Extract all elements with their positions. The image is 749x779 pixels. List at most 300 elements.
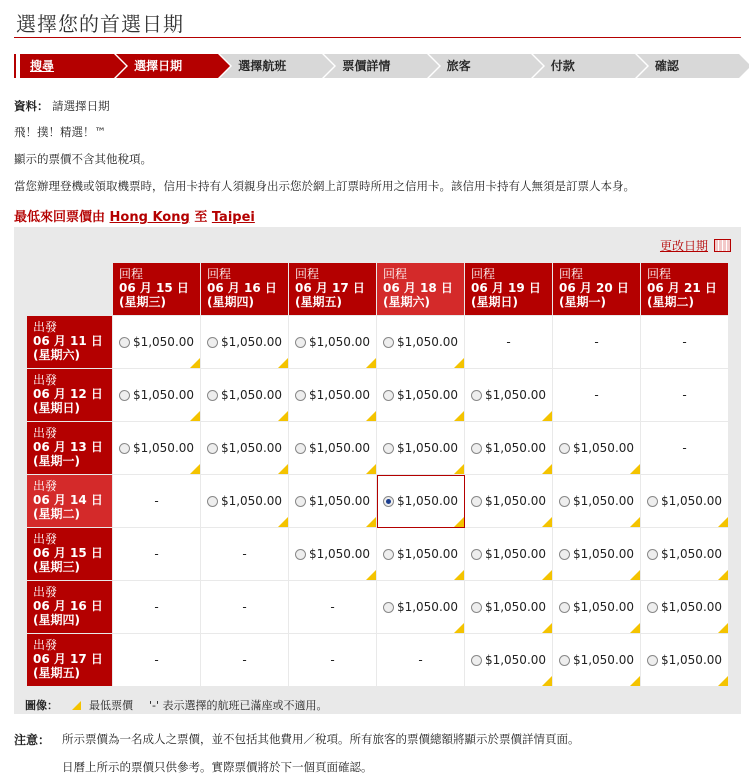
lowest-fare-marker-icon [630, 623, 640, 633]
step-label: 選擇航班 [238, 59, 287, 73]
fare-price: $1,050.00 [308, 441, 371, 455]
unavailable-dash: - [594, 388, 599, 402]
fare-price: $1,050.00 [660, 547, 723, 561]
step-label: 旅客 [446, 59, 471, 73]
fare-radio-button[interactable] [119, 337, 130, 348]
info-label: 資料： [14, 99, 49, 113]
info-line [14, 98, 110, 114]
fare-price: $1,050.00 [220, 494, 283, 508]
header-type: 回程 [647, 267, 672, 281]
fare-radio-button[interactable] [647, 602, 658, 613]
table-row [27, 422, 729, 475]
step-3 [220, 54, 322, 78]
row-header-weekday: (星期四) [33, 613, 80, 627]
fare-option[interactable] [289, 335, 376, 349]
info-text: 請選擇日期 [52, 99, 110, 113]
lowest-fare-marker-icon [630, 676, 640, 686]
page-title: 選擇您的首選日期 [16, 12, 184, 36]
fare-price: $1,050.00 [660, 600, 723, 614]
fare-option[interactable] [201, 494, 288, 508]
fare-price: $1,050.00 [220, 335, 283, 349]
fare-radio-button[interactable] [383, 443, 394, 454]
fare-radio-button[interactable] [471, 443, 482, 454]
row-header-date: 06 月 13 日 [33, 440, 103, 454]
fare-radio-button[interactable] [559, 549, 570, 560]
table-row [27, 634, 729, 687]
fare-price: $1,050.00 [484, 441, 547, 455]
fare-cell[interactable] [201, 316, 289, 369]
legend [25, 697, 328, 713]
row-header-date: 06 月 17 日 [33, 652, 103, 666]
row-header-type: 出發 [33, 373, 58, 387]
header-date: 06 月 15 日 [119, 281, 189, 295]
card-note: 當您辦理登機或領取機票時，信用卡持有人須親身出示您於網上訂票時所用之信用卡。該信用卡持有人無須是訂票人本身。 [14, 179, 635, 193]
fare-radio-button[interactable] [559, 602, 570, 613]
unavailable-dash: - [506, 335, 511, 349]
unavailable-dash: - [682, 335, 687, 349]
depart-date-header [27, 369, 113, 422]
fare-cell [113, 634, 201, 687]
lowest-fare-marker-icon [718, 623, 728, 633]
unavailable-dash: - [330, 600, 335, 614]
unavailable-dash: - [242, 547, 247, 561]
fare-option[interactable] [113, 441, 200, 455]
row-header-date: 06 月 15 日 [33, 546, 103, 560]
header-type: 回程 [383, 267, 408, 281]
fare-radio-button[interactable] [471, 602, 482, 613]
fare-cell [377, 634, 465, 687]
fare-option[interactable] [113, 335, 200, 349]
grid-corner [27, 263, 113, 316]
header-weekday: (星期二) [647, 295, 694, 309]
fare-price: $1,050.00 [484, 494, 547, 508]
header-weekday: (星期六) [383, 295, 430, 309]
step-label: 付款 [550, 59, 575, 73]
header-date: 06 月 20 日 [559, 281, 629, 295]
lowest-fare-marker-icon [542, 517, 552, 527]
fare-cell [641, 369, 729, 422]
fare-price: $1,050.00 [484, 547, 547, 561]
fare-price: $1,050.00 [572, 600, 635, 614]
lowest-fare-marker-icon [190, 464, 200, 474]
fare-option[interactable] [201, 441, 288, 455]
lowest-fare-marker-icon [366, 464, 376, 474]
lowest-fare-marker-icon [278, 358, 288, 368]
fare-cell[interactable] [289, 316, 377, 369]
unavailable-dash: - [594, 335, 599, 349]
fare-cell[interactable] [289, 422, 377, 475]
lowest-fare-marker-icon [718, 676, 728, 686]
fare-option[interactable] [641, 653, 728, 667]
notes-line-2: 日曆上所示的票價只供參考。實際票價將於下一個頁面確認。 [62, 760, 373, 774]
fare-cell[interactable] [641, 475, 729, 528]
row-header-type: 出發 [33, 585, 58, 599]
fare-radio-button[interactable] [559, 496, 570, 507]
legend-lowest-text: 最低票價 [89, 699, 133, 712]
header-weekday: (星期五) [295, 295, 342, 309]
unavailable-dash: - [154, 547, 159, 561]
fare-radio-button[interactable] [207, 390, 218, 401]
fare-cell [289, 581, 377, 634]
fare-cell[interactable] [641, 634, 729, 687]
fare-cell[interactable] [465, 528, 553, 581]
depart-date-header [27, 528, 113, 581]
fare-radio-button[interactable] [295, 337, 306, 348]
header-date: 06 月 18 日 [383, 281, 453, 295]
fare-option[interactable] [641, 600, 728, 614]
header-date: 06 月 19 日 [471, 281, 541, 295]
fare-cell[interactable] [641, 581, 729, 634]
change-date-label: 更改日期 [659, 239, 708, 253]
fare-option[interactable] [377, 494, 464, 508]
fare-option[interactable] [553, 653, 640, 667]
row-header-weekday: (星期一) [33, 454, 80, 468]
fare-price: $1,050.00 [308, 335, 371, 349]
fare-price: $1,050.00 [572, 547, 635, 561]
progress-steps [14, 54, 741, 78]
notes-line-1: 所示票價為一名成人之票價，並不包括其他費用／稅項。所有旅客的票價總額將顯示於票價詳情頁面。 [62, 732, 580, 746]
fare-cell[interactable] [553, 581, 641, 634]
fare-price: $1,050.00 [220, 441, 283, 455]
change-date-link[interactable] [660, 237, 731, 254]
header-date: 06 月 16 日 [207, 281, 277, 295]
lowest-fare-marker-icon [366, 517, 376, 527]
unavailable-dash: - [682, 388, 687, 402]
fare-cell[interactable] [289, 528, 377, 581]
fare-cell [641, 422, 729, 475]
fare-cell [553, 316, 641, 369]
fare-option[interactable] [641, 494, 728, 508]
header-type: 回程 [295, 267, 320, 281]
calendar-icon [714, 239, 731, 252]
fare-option[interactable] [377, 547, 464, 561]
fare-radio-button[interactable] [559, 655, 570, 666]
fare-radio-button[interactable] [295, 443, 306, 454]
unavailable-dash: - [242, 600, 247, 614]
fare-cell [113, 528, 201, 581]
route-origin-link[interactable]: Hong Kong [109, 210, 190, 225]
lowest-fare-marker-icon [454, 570, 464, 580]
row-header-date: 06 月 16 日 [33, 599, 103, 613]
fare-price: $1,050.00 [572, 494, 635, 508]
fare-price: $1,050.00 [396, 494, 459, 508]
fare-cell [113, 475, 201, 528]
fare-cell[interactable] [201, 422, 289, 475]
fare-cell [113, 581, 201, 634]
lowest-fare-marker-icon [718, 570, 728, 580]
fare-option[interactable] [465, 653, 552, 667]
lowest-fare-marker-icon [542, 623, 552, 633]
fare-option[interactable] [553, 494, 640, 508]
fare-cell [201, 528, 289, 581]
fare-option[interactable] [113, 388, 200, 402]
fare-radio-button[interactable] [295, 390, 306, 401]
lowest-fare-marker-icon [190, 411, 200, 421]
fare-price: $1,050.00 [220, 388, 283, 402]
step-label: 確認 [654, 59, 679, 73]
fare-cell [553, 369, 641, 422]
fare-cell[interactable] [553, 634, 641, 687]
fare-cell[interactable] [465, 634, 553, 687]
row-header-type: 出發 [33, 479, 58, 493]
fare-price: $1,050.00 [660, 653, 723, 667]
return-date-header [553, 263, 641, 316]
fare-radio-button[interactable] [647, 496, 658, 507]
step-marker [16, 54, 20, 78]
fare-radio-button[interactable] [295, 496, 306, 507]
fare-cell[interactable] [553, 475, 641, 528]
fare-option[interactable] [377, 600, 464, 614]
fare-cell[interactable] [113, 316, 201, 369]
depart-date-header [27, 581, 113, 634]
fare-radio-button[interactable] [383, 390, 394, 401]
fare-cell [465, 316, 553, 369]
fare-option[interactable] [377, 441, 464, 455]
fare-option[interactable] [465, 494, 552, 508]
header-type: 回程 [119, 267, 144, 281]
fare-cell[interactable] [465, 369, 553, 422]
fare-cell[interactable] [465, 422, 553, 475]
tax-note: 顯示的票價不含其他稅項。 [14, 152, 152, 166]
route-heading [14, 206, 255, 225]
legend-label: 圖像： [25, 699, 58, 712]
fare-radio-button[interactable] [383, 496, 394, 507]
fare-cell[interactable] [113, 422, 201, 475]
fare-cell[interactable] [377, 528, 465, 581]
fare-price: $1,050.00 [572, 441, 635, 455]
unavailable-dash: - [154, 494, 159, 508]
fare-radio-button[interactable] [383, 549, 394, 560]
lowest-fare-marker-icon [454, 411, 464, 421]
fare-option[interactable] [289, 441, 376, 455]
row-header-weekday: (星期三) [33, 560, 80, 574]
fare-price: $1,050.00 [660, 494, 723, 508]
fare-cell[interactable] [465, 581, 553, 634]
header-type: 回程 [207, 267, 232, 281]
step-label: 搜尋 [30, 59, 55, 73]
lowest-fare-marker-icon [190, 358, 200, 368]
row-header-weekday: (星期五) [33, 666, 80, 680]
fare-cell[interactable] [553, 528, 641, 581]
fare-option[interactable] [377, 335, 464, 349]
fare-cell[interactable] [377, 475, 465, 528]
unavailable-dash: - [154, 653, 159, 667]
lowest-fare-marker-icon [542, 676, 552, 686]
step-4 [324, 54, 426, 78]
header-weekday: (星期一) [559, 295, 606, 309]
step-6 [533, 54, 635, 78]
table-row [27, 316, 729, 369]
lowest-fare-marker-icon [630, 570, 640, 580]
fare-option[interactable] [641, 547, 728, 561]
unavailable-dash: - [418, 653, 423, 667]
step-1[interactable] [14, 54, 114, 78]
row-header-type: 出發 [33, 638, 58, 652]
lowest-fare-marker-icon [278, 517, 288, 527]
fare-radio-button[interactable] [207, 337, 218, 348]
fare-radio-button[interactable] [119, 390, 130, 401]
fare-price: $1,050.00 [572, 653, 635, 667]
fare-price: $1,050.00 [484, 600, 547, 614]
fare-option[interactable] [465, 547, 552, 561]
row-header-date: 06 月 14 日 [33, 493, 103, 507]
lowest-fare-marker-icon [366, 358, 376, 368]
row-header-type: 出發 [33, 320, 58, 334]
fare-price: $1,050.00 [132, 441, 195, 455]
fare-option[interactable] [201, 335, 288, 349]
unavailable-dash: - [682, 441, 687, 455]
depart-date-header [27, 634, 113, 687]
fare-calendar-grid [26, 262, 729, 687]
table-row [27, 528, 729, 581]
return-date-header [289, 263, 377, 316]
lowest-fare-marker-icon [278, 411, 288, 421]
fare-radio-button[interactable] [471, 549, 482, 560]
depart-date-header [27, 316, 113, 369]
fare-radio-button[interactable] [471, 655, 482, 666]
fare-option[interactable] [377, 388, 464, 402]
legend-dash-note: '-' 表示選擇的航班已滿座或不適用。 [149, 699, 328, 712]
table-row [27, 369, 729, 422]
fare-price: $1,050.00 [484, 388, 547, 402]
fare-cell[interactable] [377, 369, 465, 422]
route-prefix: 最低來回票價由 [14, 210, 106, 225]
fare-option[interactable] [289, 388, 376, 402]
fare-price: $1,050.00 [308, 494, 371, 508]
fare-option[interactable] [465, 388, 552, 402]
row-header-date: 06 月 12 日 [33, 387, 103, 401]
step-label: 選擇日期 [134, 59, 183, 73]
fare-cell[interactable] [289, 369, 377, 422]
fare-price: $1,050.00 [308, 388, 371, 402]
fare-option[interactable] [201, 388, 288, 402]
fare-price: $1,050.00 [396, 388, 459, 402]
fare-cell[interactable] [201, 369, 289, 422]
unavailable-dash: - [154, 600, 159, 614]
fare-radio-button[interactable] [295, 549, 306, 560]
fare-price: $1,050.00 [396, 600, 459, 614]
fare-cell[interactable] [553, 422, 641, 475]
route-destination-link[interactable]: Taipei [211, 210, 255, 225]
fare-cell [201, 581, 289, 634]
fare-cell [641, 316, 729, 369]
fare-cell[interactable] [377, 581, 465, 634]
row-header-date: 06 月 11 日 [33, 334, 103, 348]
fare-option[interactable] [465, 600, 552, 614]
fare-price: $1,050.00 [484, 653, 547, 667]
fare-radio-button[interactable] [207, 496, 218, 507]
lowest-fare-marker-icon [542, 570, 552, 580]
return-date-header [641, 263, 729, 316]
fare-radio-button[interactable] [559, 443, 570, 454]
step-2 [116, 54, 218, 78]
header-date: 06 月 17 日 [295, 281, 365, 295]
header-type: 回程 [559, 267, 584, 281]
fare-cell[interactable] [641, 528, 729, 581]
return-date-header [465, 263, 553, 316]
lowest-fare-marker-icon [630, 464, 640, 474]
row-header-weekday: (星期六) [33, 348, 80, 362]
fare-cell[interactable] [377, 316, 465, 369]
fare-radio-button[interactable] [383, 602, 394, 613]
fare-option[interactable] [553, 441, 640, 455]
fare-cell [289, 634, 377, 687]
fare-price: $1,050.00 [308, 547, 371, 561]
table-row [27, 581, 729, 634]
return-date-header [201, 263, 289, 316]
lowest-fare-marker-icon [72, 701, 81, 710]
row-header-type: 出發 [33, 426, 58, 440]
fare-radio-button[interactable] [207, 443, 218, 454]
title-divider [14, 37, 741, 38]
lowest-fare-marker-icon [454, 358, 464, 368]
depart-date-header [27, 475, 113, 528]
step-5 [429, 54, 531, 78]
notes-label: 注意： [14, 733, 51, 747]
table-row [27, 475, 729, 528]
lowest-fare-marker-icon [542, 411, 552, 421]
fare-price: $1,050.00 [132, 388, 195, 402]
header-type: 回程 [471, 267, 496, 281]
fare-option[interactable] [289, 547, 376, 561]
header-weekday: (星期日) [471, 295, 518, 309]
header-weekday: (星期四) [207, 295, 254, 309]
fare-price: $1,050.00 [396, 335, 459, 349]
fare-radio-button[interactable] [647, 549, 658, 560]
route-connector: 至 [194, 210, 208, 225]
fare-option[interactable] [553, 600, 640, 614]
unavailable-dash: - [242, 653, 247, 667]
fare-radio-button[interactable] [383, 337, 394, 348]
lowest-fare-marker-icon [454, 517, 464, 527]
fare-radio-button[interactable] [119, 443, 130, 454]
fare-cell[interactable] [201, 475, 289, 528]
row-header-type: 出發 [33, 532, 58, 546]
lowest-fare-marker-icon [366, 411, 376, 421]
fare-price: $1,050.00 [396, 441, 459, 455]
header-weekday: (星期三) [119, 295, 166, 309]
fare-price: $1,050.00 [396, 547, 459, 561]
step-label: 票價詳情 [342, 59, 391, 73]
lowest-fare-marker-icon [278, 464, 288, 474]
fare-radio-button[interactable] [471, 496, 482, 507]
lowest-fare-marker-icon [454, 623, 464, 633]
fare-radio-button[interactable] [647, 655, 658, 666]
fare-option[interactable] [289, 494, 376, 508]
lowest-fare-marker-icon [630, 517, 640, 527]
fare-cell[interactable] [289, 475, 377, 528]
depart-date-header [27, 422, 113, 475]
lowest-fare-marker-icon [454, 464, 464, 474]
step-7 [637, 54, 739, 78]
unavailable-dash: - [330, 653, 335, 667]
row-header-weekday: (星期日) [33, 401, 80, 415]
return-date-header [113, 263, 201, 316]
fare-cell[interactable] [465, 475, 553, 528]
fare-cell[interactable] [377, 422, 465, 475]
return-date-header [377, 263, 465, 316]
lowest-fare-marker-icon [718, 517, 728, 527]
fare-cell [201, 634, 289, 687]
lowest-fare-marker-icon [542, 464, 552, 474]
fare-option[interactable] [553, 547, 640, 561]
header-date: 06 月 21 日 [647, 281, 717, 295]
fare-radio-button[interactable] [471, 390, 482, 401]
fare-price: $1,050.00 [132, 335, 195, 349]
fare-option[interactable] [465, 441, 552, 455]
fare-cell[interactable] [113, 369, 201, 422]
fare-calendar-panel [14, 227, 741, 714]
